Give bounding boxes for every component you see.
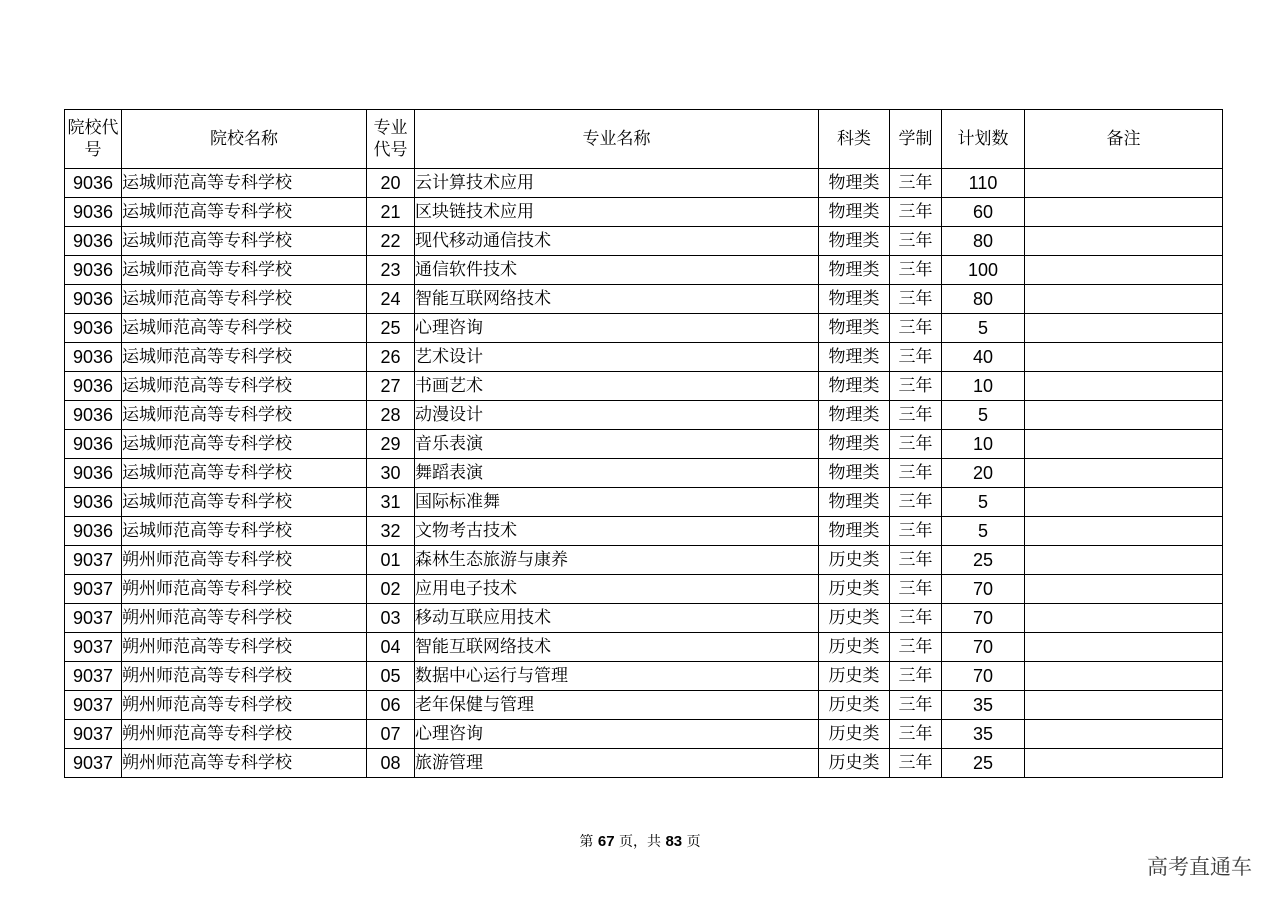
- cell-school-code: 9036: [65, 343, 122, 372]
- cell-school-name: 朔州师范高等专科学校: [122, 720, 367, 749]
- cell-plan-count: 70: [942, 604, 1025, 633]
- footer-prefix: 第: [579, 834, 594, 850]
- cell-school-code: 9037: [65, 575, 122, 604]
- table-row: [65, 343, 1223, 372]
- table-row: [65, 285, 1223, 314]
- cell-category: 物理类: [819, 517, 890, 546]
- current-page-number: 67: [597, 833, 615, 850]
- cell-duration: 三年: [890, 227, 942, 256]
- cell-school-code: 9037: [65, 546, 122, 575]
- cell-school-code: 9036: [65, 401, 122, 430]
- cell-note: [1025, 401, 1223, 430]
- cell-major-name: 应用电子技术: [415, 575, 819, 604]
- cell-major-code: 26: [367, 343, 415, 372]
- cell-school-name: 运城师范高等专科学校: [122, 314, 367, 343]
- cell-duration: 三年: [890, 256, 942, 285]
- cell-duration: 三年: [890, 517, 942, 546]
- cell-major-name: 音乐表演: [415, 430, 819, 459]
- cell-duration: 三年: [890, 169, 942, 198]
- table-row: [65, 546, 1223, 575]
- cell-major-code: 02: [367, 575, 415, 604]
- cell-note: [1025, 430, 1223, 459]
- cell-major-code: 24: [367, 285, 415, 314]
- table-row: [65, 575, 1223, 604]
- cell-category: 历史类: [819, 749, 890, 778]
- cell-duration: 三年: [890, 720, 942, 749]
- table-row: [65, 604, 1223, 633]
- cell-note: [1025, 633, 1223, 662]
- cell-plan-count: 70: [942, 575, 1025, 604]
- cell-plan-count: 70: [942, 662, 1025, 691]
- cell-major-code: 30: [367, 459, 415, 488]
- cell-school-code: 9037: [65, 720, 122, 749]
- cell-plan-count: 10: [942, 372, 1025, 401]
- cell-note: [1025, 749, 1223, 778]
- cell-category: 历史类: [819, 546, 890, 575]
- cell-major-name: 旅游管理: [415, 749, 819, 778]
- cell-category: 历史类: [819, 604, 890, 633]
- cell-plan-count: 80: [942, 285, 1025, 314]
- cell-school-name: 运城师范高等专科学校: [122, 227, 367, 256]
- cell-school-name: 运城师范高等专科学校: [122, 256, 367, 285]
- header-major-code: 专业代号: [367, 110, 415, 169]
- cell-school-name: 运城师范高等专科学校: [122, 343, 367, 372]
- cell-major-code: 06: [367, 691, 415, 720]
- cell-note: [1025, 604, 1223, 633]
- cell-major-name: 云计算技术应用: [415, 169, 819, 198]
- cell-duration: 三年: [890, 198, 942, 227]
- cell-school-code: 9036: [65, 198, 122, 227]
- cell-category: 物理类: [819, 314, 890, 343]
- cell-plan-count: 10: [942, 430, 1025, 459]
- header-category: 科类: [819, 110, 890, 169]
- cell-school-name: 运城师范高等专科学校: [122, 488, 367, 517]
- cell-school-name: 朔州师范高等专科学校: [122, 604, 367, 633]
- cell-school-code: 9036: [65, 430, 122, 459]
- table-row: [65, 430, 1223, 459]
- cell-major-code: 32: [367, 517, 415, 546]
- cell-category: 历史类: [819, 575, 890, 604]
- cell-major-code: 20: [367, 169, 415, 198]
- cell-note: [1025, 372, 1223, 401]
- cell-duration: 三年: [890, 314, 942, 343]
- cell-major-name: 舞蹈表演: [415, 459, 819, 488]
- table-row: [65, 372, 1223, 401]
- cell-major-name: 移动互联应用技术: [415, 604, 819, 633]
- table-row: [65, 517, 1223, 546]
- cell-plan-count: 25: [942, 749, 1025, 778]
- cell-note: [1025, 546, 1223, 575]
- cell-note: [1025, 256, 1223, 285]
- table-row: [65, 749, 1223, 778]
- cell-school-code: 9037: [65, 604, 122, 633]
- table-header-row: [65, 110, 1223, 169]
- cell-duration: 三年: [890, 633, 942, 662]
- footer-suffix: 页: [686, 834, 701, 850]
- cell-major-name: 智能互联网络技术: [415, 633, 819, 662]
- header-note: 备注: [1025, 110, 1223, 169]
- cell-major-name: 森林生态旅游与康养: [415, 546, 819, 575]
- cell-school-name: 运城师范高等专科学校: [122, 169, 367, 198]
- table-row: [65, 314, 1223, 343]
- page-footer: [0, 831, 1280, 851]
- cell-category: 物理类: [819, 285, 890, 314]
- cell-major-name: 文物考古技术: [415, 517, 819, 546]
- cell-major-name: 智能互联网络技术: [415, 285, 819, 314]
- cell-plan-count: 5: [942, 401, 1025, 430]
- cell-major-name: 艺术设计: [415, 343, 819, 372]
- cell-major-name: 数据中心运行与管理: [415, 662, 819, 691]
- cell-major-code: 03: [367, 604, 415, 633]
- cell-plan-count: 5: [942, 314, 1025, 343]
- cell-school-code: 9037: [65, 749, 122, 778]
- cell-school-name: 朔州师范高等专科学校: [122, 749, 367, 778]
- cell-category: 物理类: [819, 488, 890, 517]
- cell-major-code: 07: [367, 720, 415, 749]
- cell-major-name: 老年保健与管理: [415, 691, 819, 720]
- cell-note: [1025, 575, 1223, 604]
- cell-category: 历史类: [819, 720, 890, 749]
- cell-category: 历史类: [819, 633, 890, 662]
- cell-plan-count: 35: [942, 691, 1025, 720]
- cell-category: 物理类: [819, 343, 890, 372]
- cell-school-code: 9036: [65, 227, 122, 256]
- cell-note: [1025, 285, 1223, 314]
- table-row: [65, 198, 1223, 227]
- cell-major-code: 31: [367, 488, 415, 517]
- table-row: [65, 662, 1223, 691]
- table-body: [65, 169, 1223, 778]
- cell-duration: 三年: [890, 430, 942, 459]
- cell-school-name: 运城师范高等专科学校: [122, 459, 367, 488]
- cell-school-code: 9037: [65, 633, 122, 662]
- cell-category: 物理类: [819, 459, 890, 488]
- table-row: [65, 691, 1223, 720]
- cell-duration: 三年: [890, 662, 942, 691]
- cell-school-code: 9037: [65, 691, 122, 720]
- cell-duration: 三年: [890, 343, 942, 372]
- cell-major-code: 27: [367, 372, 415, 401]
- cell-major-code: 01: [367, 546, 415, 575]
- cell-major-code: 04: [367, 633, 415, 662]
- cell-plan-count: 60: [942, 198, 1025, 227]
- cell-plan-count: 20: [942, 459, 1025, 488]
- total-page-number: 83: [665, 833, 683, 850]
- table-row: [65, 401, 1223, 430]
- cell-school-code: 9036: [65, 488, 122, 517]
- cell-school-name: 朔州师范高等专科学校: [122, 633, 367, 662]
- cell-category: 物理类: [819, 256, 890, 285]
- table-row: [65, 633, 1223, 662]
- cell-plan-count: 80: [942, 227, 1025, 256]
- cell-plan-count: 25: [942, 546, 1025, 575]
- cell-note: [1025, 314, 1223, 343]
- cell-school-code: 9036: [65, 285, 122, 314]
- cell-major-name: 国际标准舞: [415, 488, 819, 517]
- cell-category: 历史类: [819, 691, 890, 720]
- cell-note: [1025, 198, 1223, 227]
- cell-note: [1025, 517, 1223, 546]
- header-school-code: 院校代号: [65, 110, 122, 169]
- cell-category: 物理类: [819, 198, 890, 227]
- cell-school-name: 朔州师范高等专科学校: [122, 662, 367, 691]
- cell-duration: 三年: [890, 604, 942, 633]
- cell-school-code: 9036: [65, 459, 122, 488]
- table-row: [65, 227, 1223, 256]
- header-major-name: 专业名称: [415, 110, 819, 169]
- cell-school-name: 朔州师范高等专科学校: [122, 546, 367, 575]
- cell-school-name: 朔州师范高等专科学校: [122, 575, 367, 604]
- table-row: [65, 169, 1223, 198]
- watermark-text: 高考直通车: [1147, 855, 1252, 879]
- cell-major-name: 心理咨询: [415, 720, 819, 749]
- cell-plan-count: 35: [942, 720, 1025, 749]
- cell-category: 物理类: [819, 169, 890, 198]
- footer-middle: 页，共: [619, 834, 661, 850]
- cell-major-code: 21: [367, 198, 415, 227]
- cell-category: 物理类: [819, 227, 890, 256]
- header-school-name: 院校名称: [122, 110, 367, 169]
- cell-category: 历史类: [819, 662, 890, 691]
- cell-school-name: 运城师范高等专科学校: [122, 285, 367, 314]
- cell-duration: 三年: [890, 546, 942, 575]
- cell-note: [1025, 720, 1223, 749]
- cell-duration: 三年: [890, 401, 942, 430]
- cell-major-code: 28: [367, 401, 415, 430]
- cell-category: 物理类: [819, 401, 890, 430]
- cell-note: [1025, 488, 1223, 517]
- cell-school-code: 9036: [65, 169, 122, 198]
- header-plan-count: 计划数: [942, 110, 1025, 169]
- cell-school-name: 运城师范高等专科学校: [122, 517, 367, 546]
- cell-category: 物理类: [819, 372, 890, 401]
- cell-duration: 三年: [890, 749, 942, 778]
- cell-school-name: 朔州师范高等专科学校: [122, 691, 367, 720]
- cell-school-code: 9036: [65, 372, 122, 401]
- cell-school-code: 9036: [65, 314, 122, 343]
- cell-duration: 三年: [890, 372, 942, 401]
- cell-school-code: 9036: [65, 256, 122, 285]
- cell-major-code: 05: [367, 662, 415, 691]
- cell-school-name: 运城师范高等专科学校: [122, 372, 367, 401]
- table-row: [65, 459, 1223, 488]
- cell-note: [1025, 459, 1223, 488]
- admission-plan-table: [64, 109, 1223, 778]
- cell-major-name: 通信软件技术: [415, 256, 819, 285]
- cell-note: [1025, 691, 1223, 720]
- cell-school-name: 运城师范高等专科学校: [122, 198, 367, 227]
- cell-major-code: 08: [367, 749, 415, 778]
- cell-major-code: 25: [367, 314, 415, 343]
- cell-major-code: 22: [367, 227, 415, 256]
- cell-school-name: 运城师范高等专科学校: [122, 401, 367, 430]
- cell-school-code: 9036: [65, 517, 122, 546]
- cell-major-code: 23: [367, 256, 415, 285]
- cell-category: 物理类: [819, 430, 890, 459]
- cell-school-code: 9037: [65, 662, 122, 691]
- cell-plan-count: 5: [942, 488, 1025, 517]
- cell-duration: 三年: [890, 285, 942, 314]
- cell-plan-count: 100: [942, 256, 1025, 285]
- cell-note: [1025, 662, 1223, 691]
- table-row: [65, 488, 1223, 517]
- cell-major-name: 动漫设计: [415, 401, 819, 430]
- cell-major-code: 29: [367, 430, 415, 459]
- cell-major-name: 区块链技术应用: [415, 198, 819, 227]
- cell-plan-count: 40: [942, 343, 1025, 372]
- table-row: [65, 256, 1223, 285]
- cell-duration: 三年: [890, 575, 942, 604]
- cell-major-name: 心理咨询: [415, 314, 819, 343]
- header-duration: 学制: [890, 110, 942, 169]
- cell-duration: 三年: [890, 459, 942, 488]
- cell-duration: 三年: [890, 488, 942, 517]
- cell-duration: 三年: [890, 691, 942, 720]
- cell-major-name: 书画艺术: [415, 372, 819, 401]
- table-row: [65, 720, 1223, 749]
- cell-note: [1025, 343, 1223, 372]
- cell-school-name: 运城师范高等专科学校: [122, 430, 367, 459]
- cell-note: [1025, 227, 1223, 256]
- cell-note: [1025, 169, 1223, 198]
- cell-plan-count: 110: [942, 169, 1025, 198]
- cell-major-name: 现代移动通信技术: [415, 227, 819, 256]
- cell-plan-count: 5: [942, 517, 1025, 546]
- cell-plan-count: 70: [942, 633, 1025, 662]
